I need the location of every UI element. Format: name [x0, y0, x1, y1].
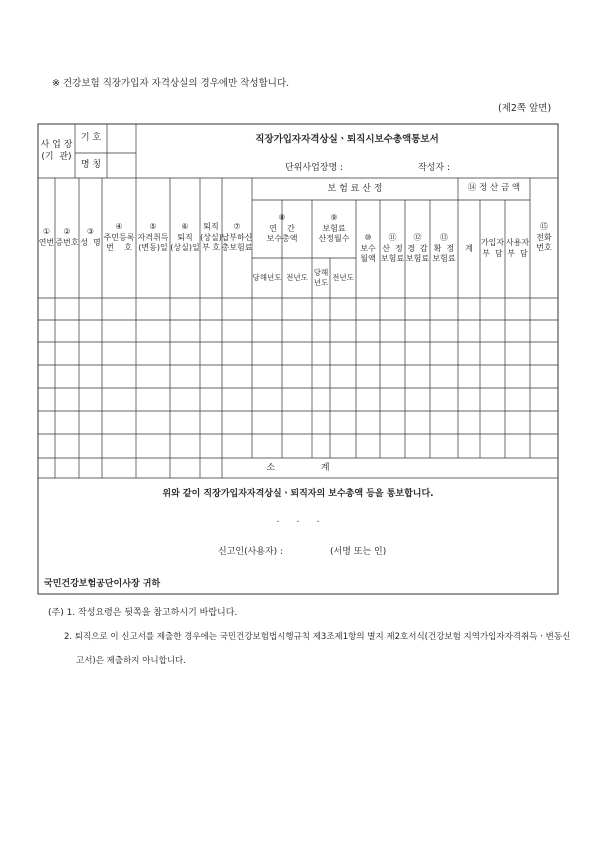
office-label: 사 업 장 (기 관) [40, 139, 73, 162]
symbol-value[interactable] [107, 124, 136, 153]
col-card-number: ② 증번호 [55, 227, 79, 247]
col-retire-code: 퇴직 (상실) 부 호 [200, 221, 222, 253]
note-2: 2. 퇴직으로 이 신고서를 제출한 경우에는 국민건강보험법시행규칙 제3조제1항의 별지 제2호서식(건강보험 지역가입자자격취득ㆍ변동신 [64, 632, 571, 642]
col-final-premium: ⑬ 확 정 보험료 [432, 232, 456, 264]
unit-workplace-label: 단위사업장명 : [285, 163, 344, 173]
col-reduced-premium: ⑫ 경 감 보험료 [405, 232, 430, 264]
col-annual-pay: ⑧ 연 간 보수총액 [266, 212, 298, 244]
signature-label: (서명 또는 인) [330, 547, 387, 557]
col-resident-number: ④ 주민등록 번 호 [103, 221, 135, 253]
settle-group-header: ⑭ 정 산 금 액 [467, 183, 521, 194]
col-serial: ① 연번 [38, 227, 55, 247]
symbol-label: 기 호 [80, 133, 102, 144]
form-title: 직장가입자자격상실ㆍ퇴직시보수총액통보서 [255, 133, 439, 145]
col-acquired-date: ⑤ 자격취득 (변동)일 [137, 221, 169, 253]
name-value[interactable] [107, 153, 136, 178]
col-subscriber-share: 가입자 부 담 [480, 238, 505, 258]
note-1: (주) 1. 작성요령은 뒷쪽을 참고하시기 바랍니다. [48, 608, 238, 618]
notice-text: ※ 건강보험 직장가입자 자격상실의 경우에만 작성합니다. [52, 78, 290, 89]
col-phone: ⑮ 전화 번호 [536, 221, 552, 253]
col-name: ③ 성 명 [80, 227, 101, 247]
writer-label: 작성자 : [418, 163, 450, 173]
statement-text: 위와 같이 직장가입자자격상실ㆍ퇴직자의 보수총액 등을 통보합니다. [162, 488, 434, 499]
col-annual-current: 당해년도 [252, 272, 282, 282]
premium-group-header: 보 험 료 산 정 [327, 183, 383, 194]
col-annual-prev: 전년도 [286, 272, 308, 282]
col-monthly-pay: ⑩ 보수 월액 [360, 232, 376, 264]
col-months-prev: 전년도 [332, 272, 354, 282]
reporter-label: 신고인(사용자) : [218, 547, 284, 557]
date-field[interactable]: . . . [276, 514, 320, 525]
note-2-cont: 고서)은 제출하지 아니합니다. [76, 656, 186, 666]
col-employer-share: 사용자 부 담 [505, 238, 530, 258]
name-label: 명 칭 [80, 160, 102, 171]
col-total-premium: ⑦ 납부하신 총보험료 [221, 221, 253, 253]
recipient-text: 국민건강보험공단이사장 귀하 [44, 579, 161, 589]
page-label: (제2쪽 앞면) [498, 103, 552, 114]
col-total: 계 [465, 243, 473, 253]
col-retire-date: ⑥ 퇴직 (상실)일 [170, 221, 200, 253]
subtotal-label: 소 계 [266, 462, 330, 473]
col-months-current: 당해 년도 [313, 267, 329, 287]
col-months: ⑨ 보험료 산정월수 [318, 212, 350, 244]
col-calc-premium: ⑪ 산 정 보험료 [380, 232, 405, 264]
